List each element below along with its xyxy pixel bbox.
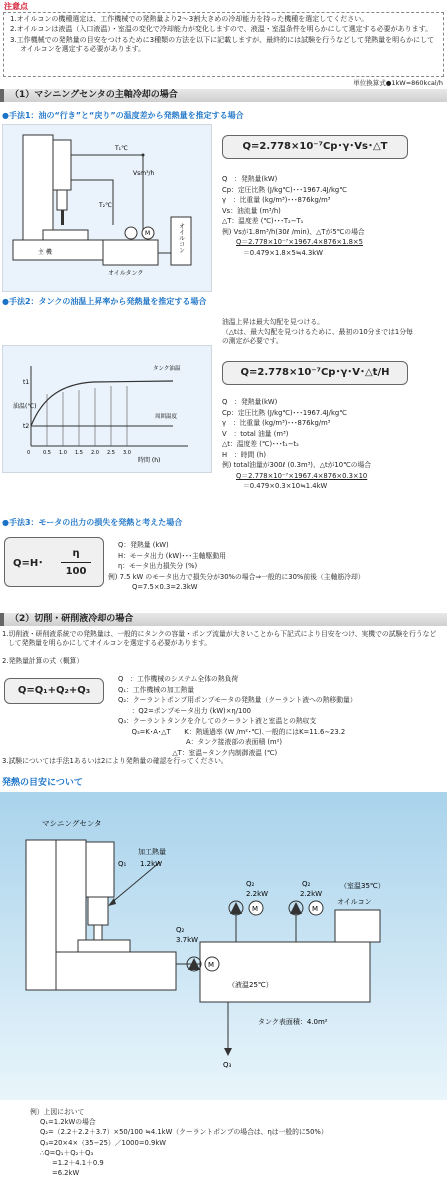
unit-note: 単位換算式●1kW=860kcal/h — [353, 79, 443, 87]
oilcon-label: オイルコン — [177, 223, 185, 253]
section2-def-q3: Q₃：クーラントタンクを介してのクーラント液と室温との熱収支 — [118, 717, 317, 726]
method2-chart — [2, 345, 212, 473]
t1-label: T₁℃ — [115, 145, 128, 152]
heat-q3-label: Q₃ — [223, 1061, 232, 1069]
method2-note1: 油温上昇は最大勾配を見つける。 — [222, 318, 324, 326]
chart-xlabel: 時間 (h) — [138, 457, 161, 464]
heat-pump-a-val: 2.2kW — [246, 890, 269, 898]
method3-formula-left: Q=H･ — [13, 558, 44, 569]
example-line-2: Q₁=1.2kWの場合 — [40, 1118, 96, 1127]
method2-note2: （△tは、最大勾配を見つけるために、最初の10分までは1分毎の測定が必要です。 — [222, 328, 413, 346]
method2-def-v: V ：total 油量 (m³) — [222, 429, 289, 438]
t2-label: T₂℃ — [99, 202, 112, 209]
section2-note3: 3.試験については手法1あるいは2により発熱量の確認を行ってください。 — [2, 757, 228, 765]
heat-panel — [0, 792, 447, 1100]
oil-tank-label: オイルタンク — [108, 270, 144, 277]
section2-intro2: 2.発熱量計算の式（概算） — [2, 657, 84, 665]
example-line-4: Q₃=20×4×（35−25）／1000=0.9kW — [40, 1138, 166, 1147]
heat-tank-area: タンク表面積：4.0m² — [258, 1018, 328, 1026]
example-line-6: =1.2＋4.1＋0.9 — [52, 1158, 104, 1167]
vs-label: Vsm³/h — [133, 170, 155, 177]
method2-title: ●手法2：タンクの油温上昇率から発熱量を推定する場合 — [2, 297, 207, 306]
method3-calc: Q=7.5×0.3=2.3kW — [132, 583, 198, 592]
heat-pump-c-sym: Q₂ — [176, 926, 185, 934]
method1-calc-1: Q＝2.778×10⁻⁷×1967.4×876×1.8×5 — [236, 238, 363, 247]
method3-example: 例) 7.5 kW のモータ出力で損失分が30%の場合⇒一般的に30%前後（主軸筋冷却） — [108, 572, 365, 581]
section2-intro1: 1.切削液・研削液系統での発熱量は、一般的にタンクの容量・ポンプ流量が大きいことから下記式により目安をつけ、実機での試験を行うなどして発熱量を明らかにしてオイルコンを選定する必要があります。 — [2, 630, 437, 648]
method1-formula: Q=2.778×10⁻⁷Cp･γ･Vs･△T — [222, 135, 408, 159]
chart-xtick: 2.5 — [107, 450, 115, 456]
heat-pump-c-val: 3.7kW — [176, 936, 199, 944]
chart-xtick: 1.5 — [75, 450, 83, 456]
method2-defs — [222, 397, 371, 492]
section2-defs — [118, 674, 357, 758]
section2-def-a: A：タンク接液部の表面積 (m²) — [118, 738, 283, 747]
method1-def-q: Q ：発熱量(kW) — [222, 175, 278, 183]
method3-fraction-bar — [61, 562, 91, 563]
heat-machine-label: マシニングセンタ — [42, 819, 102, 828]
method1-def-cp: Cp：定圧比熱 (J/kg℃)･･･1967.4J/kg℃ — [222, 185, 347, 194]
heat-pump-a-sym: Q₂ — [246, 880, 255, 888]
method1-def-dt: △T：温度差 (℃)･･･T₂−T₁ — [222, 217, 304, 226]
method1-defs — [222, 174, 365, 258]
legend-room: 周囲温度 — [155, 414, 178, 420]
section2-formula: Q=Q₁+Q₂+Q₃ — [4, 678, 104, 704]
method2-calc-2: ＝0.479×0.3×10≒1.4kW — [243, 482, 328, 491]
section2-def-q: Q ：工作機械のシステム全体の熱負荷 — [118, 675, 239, 683]
heat-liquid-label: （液温25℃） — [228, 981, 273, 989]
method3-def-h: H：モータ出力 (kW)･･･主軸駆動用 — [118, 551, 226, 560]
method3-formula-num: η — [72, 548, 80, 559]
method2-def-dt: △t：温度差 (℃)･･･t₁−t₂ — [222, 440, 299, 449]
method2-formula: Q=2.778×10⁻⁷Cp･γ･V･△t/H — [222, 361, 408, 385]
method1-diagram — [2, 124, 212, 292]
caution-item-2: 2.オイルコンは液温（入口液温）・室温の変化で冷却能力が変化しますので、液温・室温条件を明らかにして選定する必要があります。 — [10, 25, 433, 34]
heat-pump-b-sym: Q₂ — [302, 880, 311, 888]
chart-xtick: 0 — [27, 450, 31, 456]
method2-def-q: Q ：発熱量(kW) — [222, 398, 278, 406]
example-line-5: ∴Q=Q₁＋Q₂＋Q₃ — [40, 1148, 94, 1157]
method2-def-h: H ：時間 (h) — [222, 450, 267, 459]
heat-pump-b — [289, 901, 323, 915]
example-line-1: 例）上図において — [30, 1108, 85, 1116]
chart-xtick: 0.5 — [43, 450, 51, 456]
method3-formula — [4, 537, 104, 587]
heat-pump-a-m: M — [252, 905, 259, 913]
chart-xtick: 2.0 — [91, 450, 99, 456]
chart-xtick: 1.0 — [59, 450, 67, 456]
caution-item-1: 1.オイルコンの機種選定は、工作機械での発熱量より2～3割大きめの冷却能力を持った機種を選定してください。 — [10, 15, 369, 23]
section2-def-q1: Q₁：工作機械の加工熱量 — [118, 685, 195, 694]
method2-chart-svg — [3, 346, 213, 474]
main-machine-label: 主 機 — [38, 249, 52, 256]
method2-def-cp: Cp：定圧比熱 (J/kg℃)･･･1967.4J/kg℃ — [222, 408, 347, 417]
method3-formula-den: 100 — [65, 566, 87, 577]
method3-def-eta: η：モータ出力損失分 (%) — [118, 562, 198, 571]
method1-def-gamma: γ ：比重量 (kg/m³)･･･876kg/m³ — [222, 196, 331, 205]
heat-room-label: （室温35℃） — [340, 882, 385, 890]
method1-example: 例) Vsが1.8m³/h(30ℓ /min)、△Tが5℃の場合 — [222, 227, 365, 236]
chart-xtick: 3.0 — [123, 450, 131, 456]
caution-title: 注意点 — [4, 2, 28, 11]
method1-def-vs: Vs：油流量 (m³/h) — [222, 206, 281, 215]
method1-calc-2: ＝0.479×1.8×5≒4.3kW — [243, 248, 323, 257]
example-block — [30, 1107, 328, 1178]
section2-def-q2: Q₂：クーラントポンプ用ポンプモータの発熱量（クーラント液への熱移動量） — [118, 696, 357, 705]
heat-diagram-svg — [0, 792, 447, 1100]
chart-t1: t1 — [23, 379, 30, 386]
heat-q1-sym: Q₁ — [118, 860, 127, 868]
section2-title: （2）切削・研削液冷却の場合 — [0, 613, 447, 626]
section1-title: （1）マシニングセンタの主軸冷却の場合 — [0, 89, 447, 102]
legend-tank: タンク油温 — [153, 366, 181, 372]
method2-example: 例) total油量が300ℓ (0.3m³)、△tが10℃の場合 — [222, 461, 372, 470]
chart-t2: t2 — [23, 423, 30, 430]
heat-pump-a — [229, 901, 263, 915]
heat-title: 発熱の目安について — [2, 778, 83, 788]
caution-item-3: 3.工作機械での発熱量の目安をつけるために3種類の方法を以下に記載しますが、最終的には試験を行うなどして発熱量を明らかにしてオイルコンを選定する必要があります。 — [10, 35, 435, 54]
section2-def-q2-formula: ：Q2=ポンプモータ出力 (kW)×η/100 — [118, 706, 251, 715]
heat-pump-b-val: 2.2kW — [300, 890, 323, 898]
pump-m-label: M — [145, 230, 151, 237]
example-line-3: Q₂=（2.2＋2.2＋3.7）×50/100 ≒4.1kW（クーラントポンプの場合は、ηは一般的に50%） — [40, 1128, 328, 1137]
tank-temp-curve — [31, 381, 173, 426]
method2-def-gamma: γ ：比重量 (kg/m³)･･･876kg/m³ — [222, 419, 331, 428]
method3-defs — [108, 540, 365, 593]
heat-q1-label: 加工熱量 — [138, 848, 166, 856]
method3-def-q: Q：発熱量 (kW) — [118, 541, 169, 549]
section2-def-q3-formula: Q₃=K･A･△T K：熱通過率 (W /m²･℃)､一般的にはK=11.6∼23.2 — [118, 727, 346, 736]
example-line-7: =6.2kW — [52, 1169, 80, 1178]
heat-q1-val: 1.2kW — [140, 860, 163, 868]
method3-title: ●手法3：モータの出力の損失を発熱と考えた場合 — [2, 518, 183, 527]
method1-diagram-svg — [3, 125, 213, 293]
method1-title: ●手法1：油の“行き”と“戻り”の温度差から発熱量を推定する場合 — [2, 111, 244, 120]
chart-ylabel: 油温(℃) — [13, 403, 37, 410]
heat-pump-c-m: M — [208, 961, 215, 969]
heat-pump-b-m: M — [312, 905, 319, 913]
caution-box — [3, 12, 444, 77]
section2-def-dt: △T：室温−タンク内制御液温 (℃) — [118, 748, 278, 757]
heat-oilcon-label: オイルコン — [337, 898, 372, 906]
method2-calc-1: Q＝2.778×10⁻⁷×1967.4×876×0.3×10 — [236, 471, 368, 480]
